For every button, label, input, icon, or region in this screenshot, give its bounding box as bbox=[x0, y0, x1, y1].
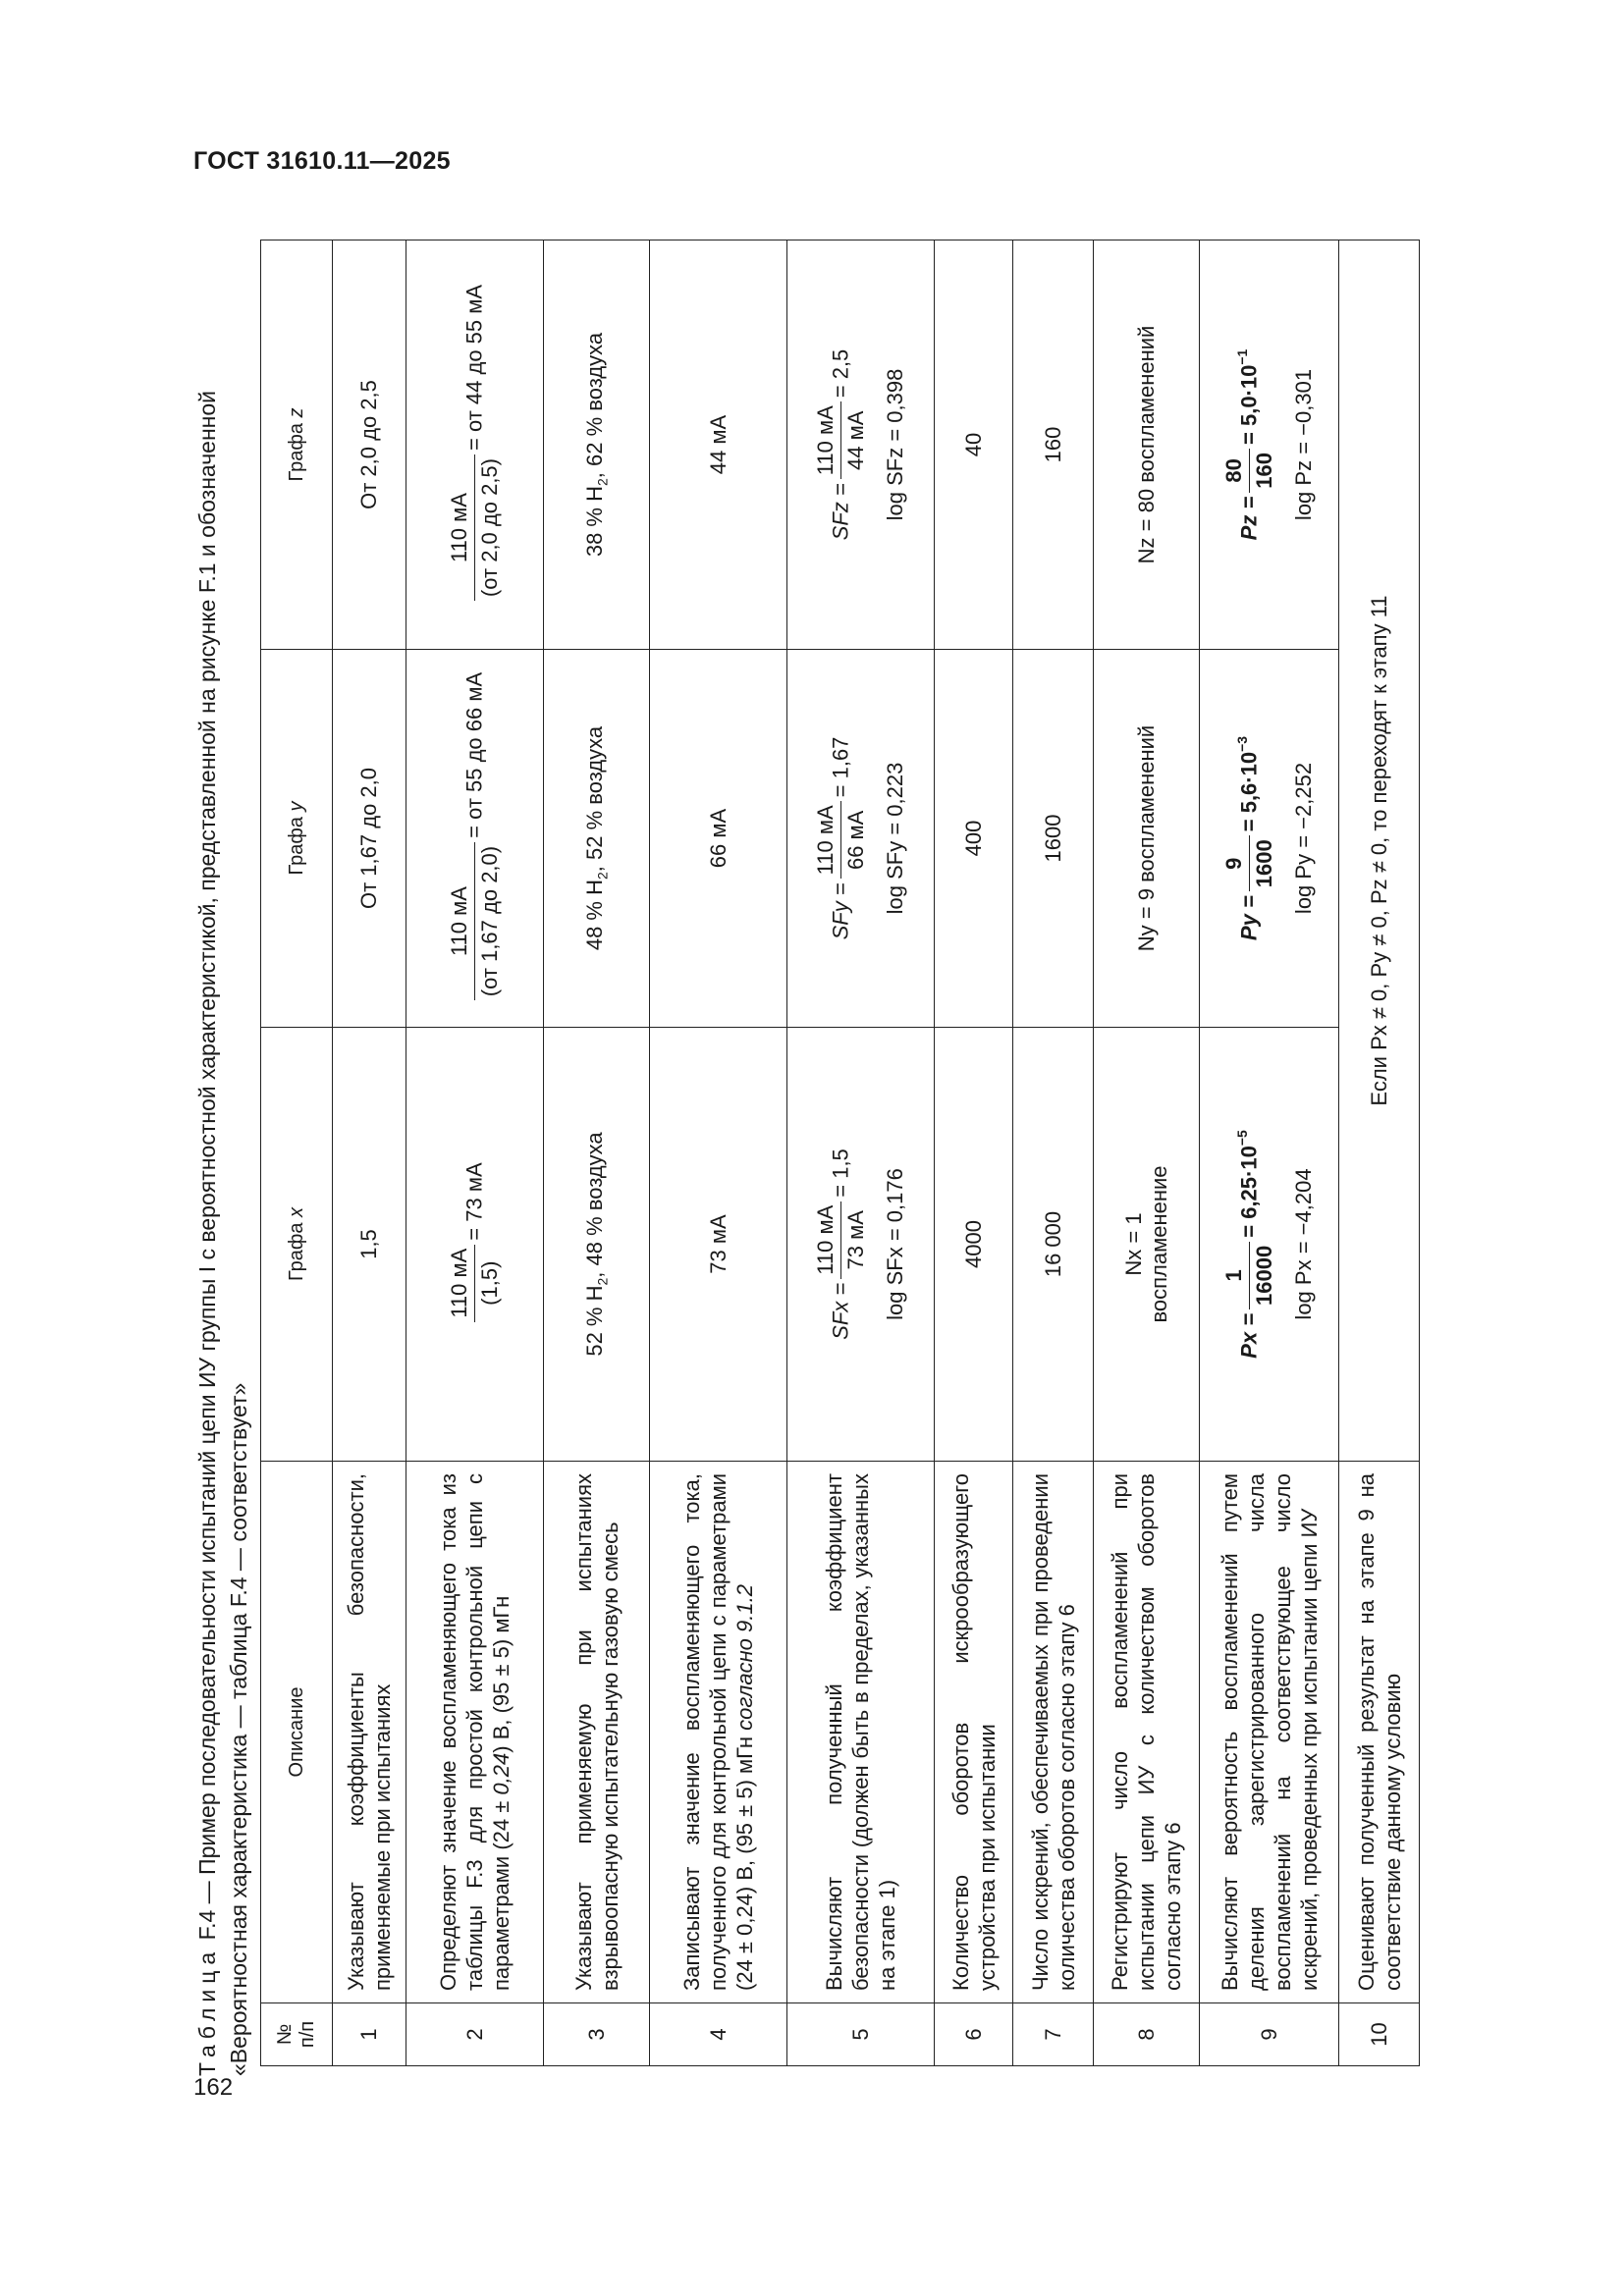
caption-prefix: Таблица bbox=[194, 1946, 220, 2076]
result: = 73 мА bbox=[461, 1162, 487, 1241]
cell-z bbox=[787, 240, 935, 650]
exponent: −3 bbox=[1233, 735, 1250, 752]
lhs: Py = bbox=[1236, 895, 1262, 941]
row-desc-part: ) В, (95 ± 5) мГн bbox=[489, 1595, 514, 1753]
fraction bbox=[813, 801, 869, 879]
row-desc: Вычисляют вероятность воспламенений путем деления зарегистрированного числа воспламенений на соответствующее число искрений, проведенных при испытании цепи ИУ bbox=[1200, 1462, 1339, 2003]
caption-line1: F.4 — Пример последовательности испытаний цепи ИУ группы I с вероятностной характеристикой, представленной на рисунке F.1 и обозначенной bbox=[194, 390, 220, 1941]
subscript: 2 bbox=[594, 1277, 611, 1286]
result: = 1,67 bbox=[828, 736, 853, 798]
denominator: 44 мА bbox=[843, 410, 868, 470]
numerator: 110 мА bbox=[813, 1201, 841, 1279]
cell-x: 4000 bbox=[935, 1028, 1013, 1462]
numerator: 80 bbox=[1221, 449, 1250, 493]
fraction bbox=[447, 842, 503, 1000]
numerator: 110 мА bbox=[813, 801, 841, 879]
result: = 1,5 bbox=[828, 1148, 853, 1198]
cell-x bbox=[1094, 1028, 1200, 1462]
row-desc: Указывают коэффициенты безопасности, применяемые при испытаниях bbox=[333, 1462, 406, 2003]
row-num: 2 bbox=[406, 2003, 544, 2066]
row-num: 6 bbox=[935, 2003, 1013, 2066]
row-desc: Регистрируют число воспламенений при испытании цепи ИУ с количеством оборотов согласно этапу 6 bbox=[1094, 1462, 1200, 2003]
lhs: SFy = bbox=[828, 882, 853, 940]
denominator: 1600 bbox=[1252, 839, 1276, 888]
denominator: 160 bbox=[1252, 452, 1276, 489]
cell-z: 44 мА bbox=[650, 240, 787, 650]
result: = от 44 до 55 мА bbox=[461, 284, 487, 451]
col-header-y bbox=[261, 650, 333, 1028]
lhs: Pz = bbox=[1236, 496, 1262, 541]
table-row bbox=[406, 240, 544, 2066]
table-row bbox=[1200, 240, 1339, 2066]
table-row bbox=[935, 240, 1013, 2066]
row-num: 9 bbox=[1200, 2003, 1339, 2066]
cell-z bbox=[1200, 240, 1339, 650]
cell-x bbox=[787, 1028, 935, 1462]
numerator: 1 bbox=[1221, 1242, 1250, 1309]
fraction bbox=[813, 401, 869, 479]
result: = 5,0·10 bbox=[1236, 364, 1262, 445]
table-row bbox=[544, 240, 650, 2066]
denominator: 16000 bbox=[1252, 1245, 1276, 1306]
col-z-label: Графа bbox=[285, 423, 307, 482]
gas-h2: 38 % H bbox=[582, 486, 608, 558]
row-desc-part: Определяют значение воспламеняющего тока из таблицы F.3 для простой контрольной цепи с параметрами (24 ± bbox=[436, 1473, 514, 1991]
cell-x: 1,5 bbox=[333, 1028, 406, 1462]
row-desc-italic: согласно 9.1.2 bbox=[732, 1584, 757, 1731]
result: = от 55 до 66 мА bbox=[461, 671, 487, 838]
log-value: log Px = −4,204 bbox=[1291, 1168, 1316, 1320]
row-num: 3 bbox=[544, 2003, 650, 2066]
cell-x bbox=[1200, 1028, 1339, 1462]
cell-x bbox=[406, 1028, 544, 1462]
lhs: SFx = bbox=[828, 1282, 853, 1340]
gas-air: , 52 % воздуха bbox=[582, 725, 608, 873]
numerator: 110 мА bbox=[447, 1245, 475, 1322]
row-desc-italic: 0,24 bbox=[489, 1752, 514, 1795]
numerator: 110 мА bbox=[447, 454, 475, 601]
row-num: 10 bbox=[1339, 2003, 1420, 2066]
denominator: 66 мА bbox=[843, 810, 868, 871]
row-num: 8 bbox=[1094, 2003, 1200, 2066]
col-header-num: № п/п bbox=[261, 2003, 333, 2066]
lhs: Px = bbox=[1236, 1312, 1262, 1359]
cell-x: 73 мА bbox=[650, 1028, 787, 1462]
result: = 5,6·10 bbox=[1236, 751, 1262, 832]
result: = 2,5 bbox=[828, 348, 853, 399]
fraction bbox=[447, 1245, 503, 1322]
cell-z: Nz = 80 воспламенений bbox=[1094, 240, 1200, 650]
gas-h2: 48 % H bbox=[582, 880, 608, 951]
row-num: 7 bbox=[1013, 2003, 1094, 2066]
numerator: 110 мА bbox=[447, 842, 475, 1000]
denominator: (от 2,0 до 2,5) bbox=[477, 458, 502, 598]
col-x-var: x bbox=[285, 1206, 307, 1217]
ignition-count: Nx = 1 bbox=[1120, 1212, 1146, 1276]
cell-y bbox=[1200, 650, 1339, 1028]
numerator: 110 мА bbox=[813, 401, 841, 479]
lhs: SFz = bbox=[828, 483, 853, 541]
col-header-z bbox=[261, 240, 333, 650]
col-z-var: z bbox=[285, 407, 307, 418]
fraction bbox=[1221, 1242, 1277, 1309]
row-desc: Указывают применяемую при испытаниях взрывоопасную испытательную газовую смесь bbox=[544, 1462, 650, 2003]
row-num: 5 bbox=[787, 2003, 935, 2066]
gas-air: , 62 % воздуха bbox=[582, 332, 608, 479]
merged-condition-cell: Если Px ≠ 0, Py ≠ 0, Pz ≠ 0, то переходят к этапу 11 bbox=[1339, 240, 1420, 1462]
table-row bbox=[650, 240, 787, 2066]
ignition-word: воспламенение bbox=[1146, 1165, 1171, 1323]
cell-y: 66 мА bbox=[650, 650, 787, 1028]
row-desc: Вычисляют полученный коэффициент безопасности (должен быть в пределах, указанных на этапе 1) bbox=[787, 1462, 935, 2003]
cell-z bbox=[544, 240, 650, 650]
exponent: −1 bbox=[1233, 348, 1250, 365]
rotated-table-block bbox=[191, 201, 1419, 2086]
row-desc: Число искрений, обеспечиваемых при проведении количества оборотов согласно этапу 6 bbox=[1013, 1462, 1094, 2003]
row-desc bbox=[650, 1462, 787, 2003]
row-desc: Количество оборотов искрообразующего устройства при испытании bbox=[935, 1462, 1013, 2003]
denominator: (1,5) bbox=[477, 1260, 502, 1306]
cell-y: Ny = 9 воспламенений bbox=[1094, 650, 1200, 1028]
fraction bbox=[1221, 449, 1277, 493]
caption-line2: «Вероятностная характеристика — таблица F.4 — соответствует» bbox=[226, 1382, 251, 2076]
fraction bbox=[813, 1201, 869, 1279]
col-y-var: y bbox=[285, 801, 307, 812]
cell-z: От 2,0 до 2,5 bbox=[333, 240, 406, 650]
table-row bbox=[1013, 240, 1094, 2066]
col-header-desc: Описание bbox=[261, 1462, 333, 2003]
row-desc bbox=[406, 1462, 544, 2003]
row-desc: Оценивают полученный результат на этапе 9 на соответствие данному условию bbox=[1339, 1462, 1420, 2003]
cell-z: 160 bbox=[1013, 240, 1094, 650]
subscript: 2 bbox=[594, 478, 611, 486]
col-x-label: Графа bbox=[285, 1222, 307, 1282]
result: = 6,25·10 bbox=[1236, 1146, 1262, 1238]
fraction bbox=[447, 454, 503, 601]
subscript: 2 bbox=[594, 872, 611, 880]
denominator: (от 1,67 до 2,0) bbox=[477, 845, 502, 997]
cell-y bbox=[406, 650, 544, 1028]
row-desc-part: Записывают значение воспламеняющего тока, полученного для контрольной цепи с параметрами (24 ± 0,24) В, (95 ± 5) мГн bbox=[679, 1473, 757, 1991]
row-num: 1 bbox=[333, 2003, 406, 2066]
cell-y: 400 bbox=[935, 650, 1013, 1028]
table-row bbox=[1094, 240, 1200, 2066]
log-value: log Pz = −0,301 bbox=[1291, 368, 1316, 521]
log-value: log SFx = 0,176 bbox=[883, 1168, 907, 1320]
fraction bbox=[1221, 835, 1277, 891]
table-row bbox=[1339, 240, 1420, 2066]
cell-y bbox=[787, 650, 935, 1028]
cell-y: От 1,67 до 2,0 bbox=[333, 650, 406, 1028]
table-header-row bbox=[261, 240, 333, 2066]
exponent: −5 bbox=[1233, 1130, 1250, 1147]
cell-x: 16 000 bbox=[1013, 1028, 1094, 1462]
col-header-x bbox=[261, 1028, 333, 1462]
document-code: ГОСТ 31610.11—2025 bbox=[193, 147, 451, 175]
table-row bbox=[787, 240, 935, 2066]
table-caption bbox=[191, 231, 254, 2076]
log-value: log SFy = 0,223 bbox=[883, 762, 907, 915]
data-table bbox=[260, 240, 1420, 2066]
cell-y: 1600 bbox=[1013, 650, 1094, 1028]
denominator: 73 мА bbox=[843, 1210, 868, 1270]
log-value: log Py = −2,252 bbox=[1291, 762, 1316, 915]
cell-x bbox=[544, 1028, 650, 1462]
page-number: 162 bbox=[193, 2074, 234, 2101]
col-y-label: Графа bbox=[285, 817, 307, 876]
cell-y bbox=[544, 650, 650, 1028]
table-row bbox=[333, 240, 406, 2066]
cell-z bbox=[406, 240, 544, 650]
log-value: log SFz = 0,398 bbox=[883, 368, 907, 521]
row-num: 4 bbox=[650, 2003, 787, 2066]
gas-h2: 52 % H bbox=[582, 1285, 608, 1357]
numerator: 9 bbox=[1221, 835, 1250, 891]
cell-z: 40 bbox=[935, 240, 1013, 650]
gas-air: , 48 % воздуха bbox=[582, 1132, 608, 1278]
